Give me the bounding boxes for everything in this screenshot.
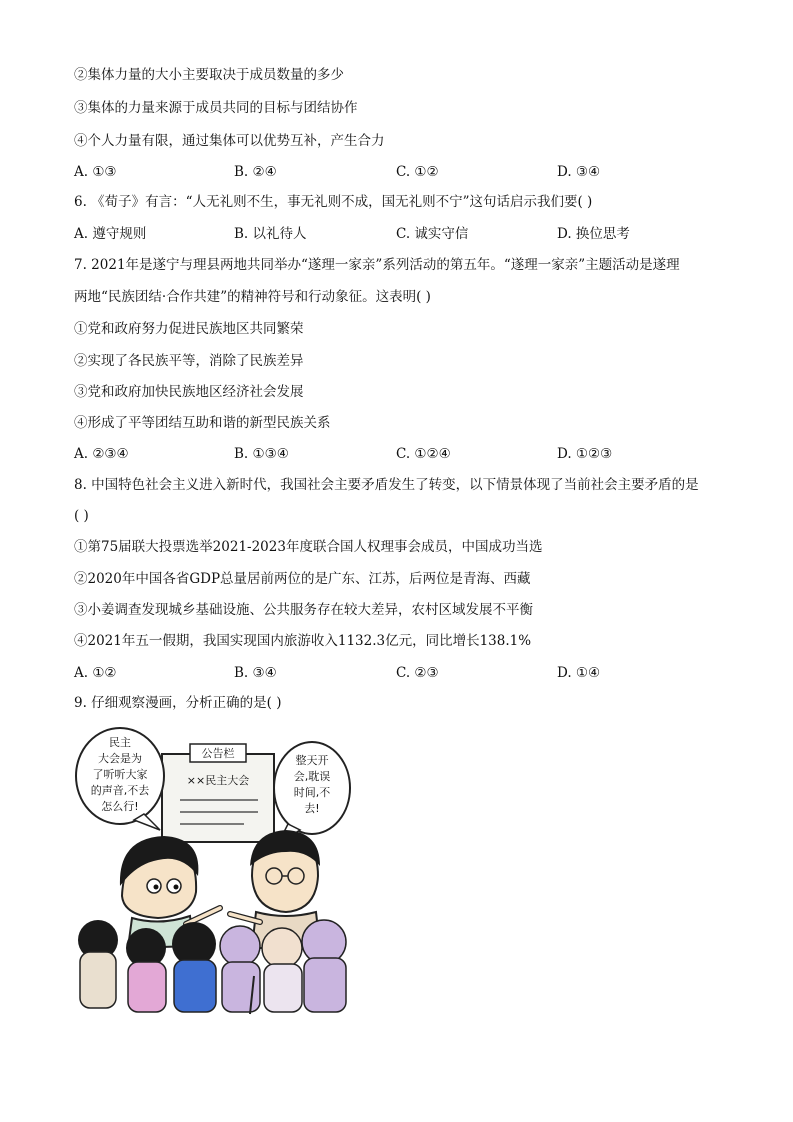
q6-option-a: A. 遵守规则 [74, 226, 147, 242]
q5-item-4: ④个人力量有限，通过集体可以优势互补，产生合力 [74, 133, 385, 149]
left-bubble-line-5: 怎么行! [101, 800, 139, 813]
q6-option-b: B. 以礼待人 [234, 226, 307, 242]
q5-option-b: B. ②④ [234, 164, 277, 180]
q8-item-3: ③小姜调查发现城乡基础设施、公共服务存在较大差异，农村区域发展不平衡 [74, 602, 533, 618]
q7-item-3: ③党和政府加快民族地区经济社会发展 [74, 384, 304, 400]
q7-option-c: C. ①②④ [396, 446, 451, 462]
right-bubble-line-4: 去! [304, 802, 320, 815]
q8-option-a: A. ①② [74, 665, 117, 681]
q8-option-c: C. ②③ [396, 665, 439, 681]
q5-option-c: C. ①② [396, 164, 439, 180]
q6-option-c: C. 诚实守信 [396, 226, 469, 242]
q5-option-d: D. ③④ [557, 164, 601, 180]
q7-option-b: B. ①③④ [234, 446, 289, 462]
q5-item-2: ②集体力量的大小主要取决于成员数量的多少 [74, 67, 344, 83]
q7-item-2: ②实现了各民族平等，消除了民族差异 [74, 353, 304, 369]
left-bubble-line-1: 民主 [109, 736, 131, 749]
q5-option-a: A. ①③ [74, 164, 117, 180]
board-text: ××民主大会 [186, 774, 250, 787]
q7-item-1: ①党和政府努力促进民族地区共同繁荣 [74, 321, 304, 337]
q8-item-2: ②2020年中国各省GDP总量居前两位的是广东、江苏，后两位是青海、西藏 [74, 571, 531, 587]
q5-item-3: ③集体的力量来源于成员共同的目标与团结协作 [74, 100, 358, 116]
q9-stem: 9. 仔细观察漫画，分析正确的是( ) [74, 695, 282, 711]
q8-item-4: ④2021年五一假期，我国实现国内旅游收入1132.3亿元，同比增长138.1% [74, 633, 532, 649]
cartoon-image [74, 726, 356, 1016]
right-bubble-line-1: 整天开 [295, 754, 329, 767]
q8-stem-line-1: 8. 中国特色社会主义进入新时代，我国社会主要矛盾发生了转变，以下情景体现了当前社会主要矛盾的是 [74, 477, 699, 493]
right-bubble-line-3: 时间,不 [293, 786, 331, 799]
q8-stem-line-2: ( ) [74, 508, 89, 524]
q8-item-1: ①第75届联大投票选举2021-2023年度联合国人权理事会成员，中国成功当选 [74, 539, 543, 555]
q7-item-4: ④形成了平等团结互助和谐的新型民族关系 [74, 415, 331, 431]
left-bubble-line-4: 的声音,不去 [90, 784, 150, 797]
q8-option-b: B. ③④ [234, 665, 277, 681]
q7-option-a: A. ②③④ [74, 446, 129, 462]
q7-stem-line-1: 7. 2021年是遂宁与理县两地共同举办“遂理一家亲”系列活动的第五年。“遂理一家亲”主题活动是遂理 [74, 257, 680, 273]
board-title: 公告栏 [201, 747, 235, 760]
q6-option-d: D. 换位思考 [557, 226, 630, 242]
q8-option-d: D. ①④ [557, 665, 601, 681]
right-speech-bubble [274, 742, 350, 844]
left-speech-bubble [76, 728, 164, 830]
q6-stem: 6. 《荀子》有言：“人无礼则不生，事无礼则不成，国无礼则不宁”这句话启示我们要( ) [74, 194, 593, 210]
q7-option-d: D. ①②③ [557, 446, 613, 462]
left-bubble-line-2: 大会是为 [98, 752, 142, 765]
q7-stem-line-2: 两地“民族团结·合作共建”的精神符号和行动象征。这表明( ) [74, 289, 431, 305]
right-bubble-line-2: 会,耽误 [293, 770, 331, 783]
crowd [78, 920, 346, 1014]
left-bubble-line-3: 了听听大家 [92, 768, 148, 781]
